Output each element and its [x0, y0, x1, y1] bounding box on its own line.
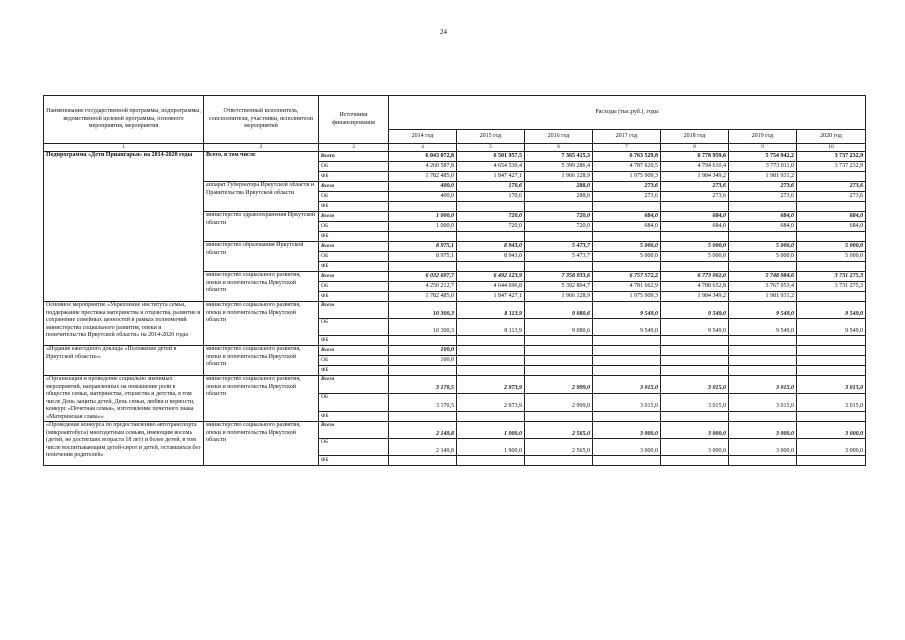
- amount-cell: [661, 262, 729, 272]
- funding-source: ФБ: [319, 172, 389, 182]
- amount-cell: 400,0: [389, 192, 457, 202]
- amount-cell: 273,6: [729, 182, 797, 192]
- column-number: 1: [44, 144, 204, 152]
- amount-cell: 3 015,0: [593, 393, 661, 411]
- amount-cell: [797, 356, 866, 366]
- amount-cell: 4 644 696,8: [457, 282, 525, 292]
- amount-cell: 3 015,0: [661, 393, 729, 411]
- amount-cell: 3 731 275,3: [797, 272, 866, 282]
- amount-cell: 3 000,0: [593, 439, 661, 456]
- amount-cell: 3 000,0: [797, 439, 866, 456]
- amount-cell: [457, 262, 525, 272]
- executor-name: Всего, в том числе: [204, 152, 319, 182]
- amount-cell: 2 565,0: [525, 439, 593, 456]
- executor-name: министерство социального развития, опеки и попечительства Иркутской области: [204, 302, 319, 346]
- amount-cell: 1 900,0: [457, 422, 525, 439]
- amount-cell: [389, 336, 457, 346]
- funding-source: Всего: [319, 272, 389, 282]
- program-title: «Организация и проведение социально значимых мероприятий, направленных на повышение роли в обществе семьи, материнства, отцовства и детства, в том числе День защиты детей, День семьи, любви и верности, конкурс «Почетная семья», изготовление почетного знака «Материнская слава»»: [44, 376, 204, 422]
- amount-cell: 3 000,0: [797, 422, 866, 439]
- amount-cell: 10 300,3: [389, 302, 457, 319]
- header-year: 2014 год: [389, 130, 457, 144]
- amount-cell: [729, 336, 797, 346]
- amount-cell: 3 170,5: [389, 393, 457, 411]
- amount-cell: [593, 232, 661, 242]
- amount-cell: 3 015,0: [593, 376, 661, 394]
- amount-cell: 684,0: [729, 212, 797, 222]
- amount-cell: 6 501 957,5: [457, 152, 525, 162]
- amount-cell: [729, 346, 797, 356]
- amount-cell: 9 549,0: [593, 319, 661, 336]
- amount-cell: [525, 366, 593, 376]
- funding-source: ОБ: [319, 222, 389, 232]
- table-row: [44, 422, 866, 439]
- amount-cell: 2 999,0: [525, 376, 593, 394]
- amount-cell: [729, 232, 797, 242]
- column-number: 4: [389, 144, 457, 152]
- funding-source: ОБ: [319, 356, 389, 366]
- amount-cell: 3 000,0: [661, 439, 729, 456]
- amount-cell: [457, 232, 525, 242]
- funding-source: ОБ: [319, 439, 389, 456]
- funding-source: ФБ: [319, 456, 389, 466]
- amount-cell: 3 015,0: [797, 376, 866, 394]
- amount-cell: [457, 202, 525, 212]
- amount-cell: [797, 456, 866, 466]
- amount-cell: [593, 456, 661, 466]
- amount-cell: [525, 356, 593, 366]
- amount-cell: 684,0: [661, 212, 729, 222]
- amount-cell: [389, 456, 457, 466]
- amount-cell: [729, 262, 797, 272]
- executor-name: аппарат Губернатора Иркутской области и Правительства Иркутской области: [204, 182, 319, 212]
- amount-cell: 3 000,0: [729, 422, 797, 439]
- amount-cell: 1 981 931,2: [729, 172, 797, 182]
- amount-cell: [389, 262, 457, 272]
- amount-cell: 273,6: [729, 192, 797, 202]
- amount-cell: 5 000,0: [593, 252, 661, 262]
- amount-cell: 400,0: [389, 182, 457, 192]
- amount-cell: 4 654 530,4: [457, 162, 525, 172]
- amount-cell: 3 767 053,4: [729, 282, 797, 292]
- amount-cell: 5 748 984,6: [729, 272, 797, 282]
- amount-cell: 1 782 485,0: [389, 172, 457, 182]
- executor-name: министерство социального развития, опеки и попечительства Иркутской области: [204, 376, 319, 422]
- amount-cell: 5 000,0: [661, 242, 729, 252]
- amount-cell: [457, 411, 525, 421]
- amount-cell: [729, 202, 797, 212]
- table-row: [44, 376, 866, 394]
- amount-cell: 4 781 662,9: [593, 282, 661, 292]
- amount-cell: [593, 262, 661, 272]
- amount-cell: 2 149,8: [389, 439, 457, 456]
- amount-cell: 720,0: [457, 222, 525, 232]
- page-number: 24: [440, 28, 447, 36]
- amount-cell: 3 015,0: [729, 376, 797, 394]
- amount-cell: 6 757 572,2: [593, 272, 661, 282]
- amount-cell: 1 966 128,9: [525, 172, 593, 182]
- amount-cell: [729, 411, 797, 421]
- amount-cell: [457, 356, 525, 366]
- amount-cell: 1 782 485,0: [389, 292, 457, 302]
- executor-name: министерство социального развития, опеки и попечительства Иркутской области: [204, 346, 319, 376]
- amount-cell: 2 565,0: [525, 422, 593, 439]
- program-title: «Проведение конкурса по предоставлению автотранспорта (микроавтобуса) многодетным семьям, имеющим восемь (детей, не достигших возраста 18 лет) и более детей, в том числе воспитывающим детей-сирот и детей, оставшихся без попечения родителей»: [44, 422, 204, 466]
- amount-cell: [661, 356, 729, 366]
- program-title: Подпрограмма «Дети Приангарья» на 2014-2020 годы: [44, 152, 204, 302]
- header-year: 2020 год: [797, 130, 866, 144]
- amount-cell: 1 975 909,3: [593, 292, 661, 302]
- amount-cell: [525, 456, 593, 466]
- amount-cell: 9 080,6: [525, 302, 593, 319]
- amount-cell: [457, 346, 525, 356]
- amount-cell: [593, 356, 661, 366]
- amount-cell: 9 549,0: [729, 319, 797, 336]
- amount-cell: [389, 411, 457, 421]
- amount-cell: 1 847 427,1: [457, 292, 525, 302]
- amount-cell: 273,6: [661, 192, 729, 202]
- funding-source: ФБ: [319, 411, 389, 421]
- header-year: 2018 год: [661, 130, 729, 144]
- funding-source: Всего: [319, 182, 389, 192]
- header-program: Наименование государственной программы, подпрограммы, ведомственной целевой программы, основного мероприятия, мероприятия: [44, 96, 204, 144]
- amount-cell: [389, 366, 457, 376]
- amount-cell: 7 358 933,6: [525, 272, 593, 282]
- header-year: 2019 год: [729, 130, 797, 144]
- amount-cell: 720,0: [525, 222, 593, 232]
- funding-source: ОБ: [319, 282, 389, 292]
- amount-cell: 1 984 349,2: [661, 292, 729, 302]
- amount-cell: 6 763 529,8: [593, 152, 661, 162]
- amount-cell: 7 365 415,3: [525, 152, 593, 162]
- amount-cell: 684,0: [593, 222, 661, 232]
- amount-cell: [661, 366, 729, 376]
- amount-cell: 4 260 587,8: [389, 162, 457, 172]
- amount-cell: 100,0: [389, 346, 457, 356]
- amount-cell: [389, 202, 457, 212]
- amount-cell: 170,6: [457, 192, 525, 202]
- table-row: [44, 152, 866, 162]
- amount-cell: 3 000,0: [661, 422, 729, 439]
- amount-cell: 8 975,1: [389, 242, 457, 252]
- amount-cell: [729, 366, 797, 376]
- column-number: 10: [797, 144, 866, 152]
- amount-cell: 273,6: [593, 182, 661, 192]
- header-expenses: Расходы (тыс.руб.), годы: [389, 96, 866, 130]
- amount-cell: 5 000,0: [593, 242, 661, 252]
- executor-name: министерство образования Иркутской области: [204, 242, 319, 272]
- funding-source: ОБ: [319, 252, 389, 262]
- table-row: [44, 302, 866, 319]
- amount-cell: 9 549,0: [661, 302, 729, 319]
- amount-cell: 2 973,9: [457, 376, 525, 394]
- budget-table: [43, 95, 866, 466]
- funding-source: ФБ: [319, 262, 389, 272]
- amount-cell: [661, 232, 729, 242]
- amount-cell: 273,6: [593, 192, 661, 202]
- column-number: 6: [525, 144, 593, 152]
- amount-cell: 9 080,6: [525, 319, 593, 336]
- amount-cell: 684,0: [797, 222, 866, 232]
- amount-cell: 4 794 610,4: [661, 162, 729, 172]
- funding-source: ОБ: [319, 393, 389, 411]
- amount-cell: 273,6: [797, 182, 866, 192]
- amount-cell: 2 973,9: [457, 393, 525, 411]
- amount-cell: 273,6: [797, 192, 866, 202]
- amount-cell: 3 000,0: [593, 422, 661, 439]
- amount-cell: [797, 336, 866, 346]
- amount-cell: 9 549,0: [797, 319, 866, 336]
- amount-cell: 6 773 002,0: [661, 272, 729, 282]
- amount-cell: [661, 456, 729, 466]
- amount-cell: 6 043 072,8: [389, 152, 457, 162]
- amount-cell: 1 966 128,9: [525, 292, 593, 302]
- amount-cell: 10 300,3: [389, 319, 457, 336]
- amount-cell: 2 999,0: [525, 393, 593, 411]
- funding-source: Всего: [319, 212, 389, 222]
- amount-cell: 5 399 286,4: [525, 162, 593, 172]
- header-executor: Ответственный исполнитель, соисполнители, участники, исполнители мероприятий: [204, 96, 319, 144]
- executor-name: министерство социального развития, опеки и попечительства Иркутской области: [204, 422, 319, 466]
- amount-cell: 5 000,0: [729, 252, 797, 262]
- amount-cell: [525, 202, 593, 212]
- amount-cell: [525, 411, 593, 421]
- amount-cell: [797, 232, 866, 242]
- amount-cell: 1 981 931,2: [729, 292, 797, 302]
- amount-cell: 4 787 620,5: [593, 162, 661, 172]
- amount-cell: [593, 202, 661, 212]
- amount-cell: [661, 202, 729, 212]
- funding-source: ОБ: [319, 162, 389, 172]
- funding-source: ФБ: [319, 232, 389, 242]
- amount-cell: 4 788 652,8: [661, 282, 729, 292]
- funding-source: ОБ: [319, 192, 389, 202]
- amount-cell: [525, 232, 593, 242]
- amount-cell: 3 170,5: [389, 376, 457, 394]
- amount-cell: 720,0: [457, 212, 525, 222]
- amount-cell: 4 250 212,7: [389, 282, 457, 292]
- amount-cell: 288,0: [525, 182, 593, 192]
- amount-cell: 288,0: [525, 192, 593, 202]
- amount-cell: 8 113,9: [457, 302, 525, 319]
- column-number: 9: [729, 144, 797, 152]
- amount-cell: 3 737 232,9: [797, 162, 866, 172]
- funding-source: ОБ: [319, 319, 389, 336]
- amount-cell: [661, 336, 729, 346]
- amount-cell: 1 847 427,1: [457, 172, 525, 182]
- amount-cell: 5 473,7: [525, 242, 593, 252]
- amount-cell: [797, 346, 866, 356]
- amount-cell: [457, 366, 525, 376]
- amount-cell: 6 778 959,6: [661, 152, 729, 162]
- program-title: Основное мероприятие «Укрепление института семьи, поддержание престижа материнства и отцовства, развитие и сохранение семейных ценностей в рамках полномочий министерства социального развития, опеки и попечительства Иркутской области» на 2014-2020 годы: [44, 302, 204, 346]
- amount-cell: 170,6: [457, 182, 525, 192]
- header-year: 2016 год: [525, 130, 593, 144]
- amount-cell: 8 113,9: [457, 319, 525, 336]
- amount-cell: [797, 411, 866, 421]
- amount-cell: [525, 336, 593, 346]
- amount-cell: 1 000,0: [389, 222, 457, 232]
- amount-cell: 684,0: [661, 222, 729, 232]
- amount-cell: 3 000,0: [729, 439, 797, 456]
- amount-cell: 684,0: [797, 212, 866, 222]
- amount-cell: 3 773 011,0: [729, 162, 797, 172]
- funding-source: ФБ: [319, 366, 389, 376]
- amount-cell: [593, 346, 661, 356]
- funding-source: Всего: [319, 422, 389, 439]
- amount-cell: 8 943,0: [457, 242, 525, 252]
- funding-source: Всего: [319, 346, 389, 356]
- executor-name: министерство здравоохранения Иркутской области: [204, 212, 319, 242]
- amount-cell: 6 032 697,7: [389, 272, 457, 282]
- amount-cell: [661, 411, 729, 421]
- amount-cell: 1 984 349,2: [661, 172, 729, 182]
- amount-cell: 5 000,0: [729, 242, 797, 252]
- amount-cell: [797, 366, 866, 376]
- header-year: 2015 год: [457, 130, 525, 144]
- amount-cell: 3 015,0: [661, 376, 729, 394]
- amount-cell: 1 900,0: [457, 439, 525, 456]
- amount-cell: 9 549,0: [593, 302, 661, 319]
- amount-cell: [797, 292, 866, 302]
- column-number: 8: [661, 144, 729, 152]
- amount-cell: 720,0: [525, 212, 593, 222]
- amount-cell: 5 473,7: [525, 252, 593, 262]
- amount-cell: 5 000,0: [661, 252, 729, 262]
- amount-cell: 8 943,0: [457, 252, 525, 262]
- amount-cell: 3 015,0: [729, 393, 797, 411]
- amount-cell: 6 492 123,9: [457, 272, 525, 282]
- funding-source: ФБ: [319, 202, 389, 212]
- header-source: Источники финансирования: [319, 96, 389, 144]
- executor-name: министерство социального развития, опеки и попечительства Иркутской области: [204, 272, 319, 302]
- amount-cell: 1 975 909,3: [593, 172, 661, 182]
- amount-cell: 5 000,0: [797, 242, 866, 252]
- amount-cell: 3 731 275,3: [797, 282, 866, 292]
- funding-source: Всего: [319, 302, 389, 319]
- funding-source: Всего: [319, 152, 389, 162]
- amount-cell: [797, 172, 866, 182]
- program-title: «Издание ежегодного доклада «Положение детей в Иркутской области»»: [44, 346, 204, 376]
- amount-cell: [457, 456, 525, 466]
- amount-cell: 9 549,0: [729, 302, 797, 319]
- funding-source: ФБ: [319, 336, 389, 346]
- amount-cell: [593, 336, 661, 346]
- funding-source: Всего: [319, 242, 389, 252]
- amount-cell: 684,0: [593, 212, 661, 222]
- amount-cell: 5 392 804,7: [525, 282, 593, 292]
- amount-cell: 5 754 942,2: [729, 152, 797, 162]
- amount-cell: [389, 232, 457, 242]
- column-number: 5: [457, 144, 525, 152]
- amount-cell: [525, 262, 593, 272]
- amount-cell: 3 737 232,9: [797, 152, 866, 162]
- amount-cell: 3 015,0: [797, 393, 866, 411]
- amount-cell: [525, 346, 593, 356]
- amount-cell: 273,6: [661, 182, 729, 192]
- column-number: 7: [593, 144, 661, 152]
- amount-cell: [593, 366, 661, 376]
- funding-source: ФБ: [319, 292, 389, 302]
- amount-cell: 100,0: [389, 356, 457, 366]
- table-row: [44, 346, 866, 356]
- amount-cell: 5 000,0: [797, 252, 866, 262]
- funding-source: Всего: [319, 376, 389, 394]
- amount-cell: 9 549,0: [797, 302, 866, 319]
- amount-cell: 8 975,1: [389, 252, 457, 262]
- column-number: 3: [319, 144, 389, 152]
- amount-cell: [797, 202, 866, 212]
- amount-cell: 9 549,0: [661, 319, 729, 336]
- amount-cell: 684,0: [729, 222, 797, 232]
- amount-cell: [593, 411, 661, 421]
- amount-cell: [661, 346, 729, 356]
- amount-cell: [457, 336, 525, 346]
- amount-cell: [729, 356, 797, 366]
- column-number: 2: [204, 144, 319, 152]
- header-year: 2017 год: [593, 130, 661, 144]
- amount-cell: 2 149,8: [389, 422, 457, 439]
- amount-cell: [797, 262, 866, 272]
- amount-cell: 1 000,0: [389, 212, 457, 222]
- amount-cell: [729, 456, 797, 466]
